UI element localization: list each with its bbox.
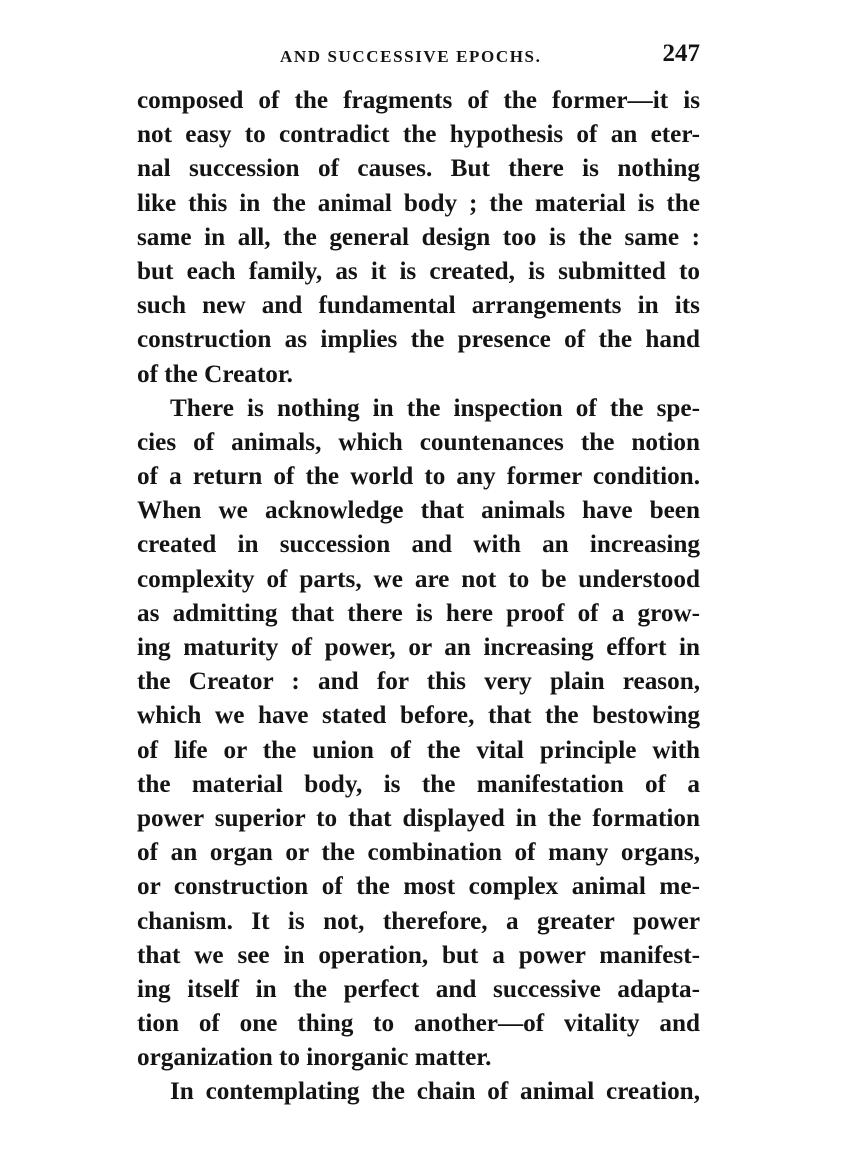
text-line: the material body, is the manifestation of a	[137, 770, 700, 798]
running-head	[137, 40, 700, 80]
text-line: construction as implies the presence of the hand	[137, 326, 700, 354]
text-line: the Creator : and for this very plain reason,	[137, 668, 700, 696]
text-line: that we see in operation, but a power manifest-	[137, 941, 700, 969]
text-line: ing maturity of power, or an increasing effort in	[137, 634, 700, 661]
running-title: AND SUCCESSIVE EPOCHS.	[280, 47, 542, 66]
text-line: or construction of the most complex animal me-	[137, 873, 700, 901]
body-text	[137, 84, 700, 1110]
text-line: of an organ or the combination of many organs,	[137, 839, 700, 867]
text-line: tion of one thing to another—of vitality and	[137, 1010, 700, 1038]
text-line: In contemplating the chain of animal creation,	[170, 1078, 700, 1106]
page-number: 247	[662, 40, 700, 67]
text-line: There is nothing in the inspection of the spe-	[170, 394, 700, 422]
text-line: created in succession and with an increasing	[137, 531, 700, 559]
text-line: cies of animals, which countenances the notion	[137, 428, 700, 456]
text-line: not easy to contradict the hypothesis of an eter-	[137, 121, 700, 149]
text-line: of a return of the world to any former condition.	[137, 463, 700, 491]
text-line: When we acknowledge that animals have been	[137, 497, 700, 525]
text-line: complexity of parts, we are not to be understood	[137, 565, 700, 593]
text-line: of life or the union of the vital principle with	[137, 736, 700, 764]
text-line: but each family, as it is created, is submitted to	[137, 257, 700, 285]
text-line: such new and fundamental arrangements in its	[137, 292, 700, 320]
text-line: ing itself in the perfect and successive adapta-	[137, 975, 700, 1003]
text-line: of the Creator.	[137, 360, 293, 388]
text-line: composed of the fragments of the former—it is	[137, 87, 700, 114]
text-line: same in all, the general design too is the same :	[137, 223, 700, 251]
text-line: organization to inorganic matter.	[137, 1044, 492, 1072]
text-line: like this in the animal body ; the material is the	[137, 189, 700, 217]
text-line: as admitting that there is here proof of a grow-	[137, 599, 700, 627]
text-line: nal succession of causes. But there is nothing	[137, 155, 700, 183]
text-line: chanism. It is not, therefore, a greater power	[137, 907, 700, 935]
text-line: power superior to that displayed in the formation	[137, 804, 700, 832]
text-line: which we have stated before, that the bestowing	[137, 702, 700, 730]
